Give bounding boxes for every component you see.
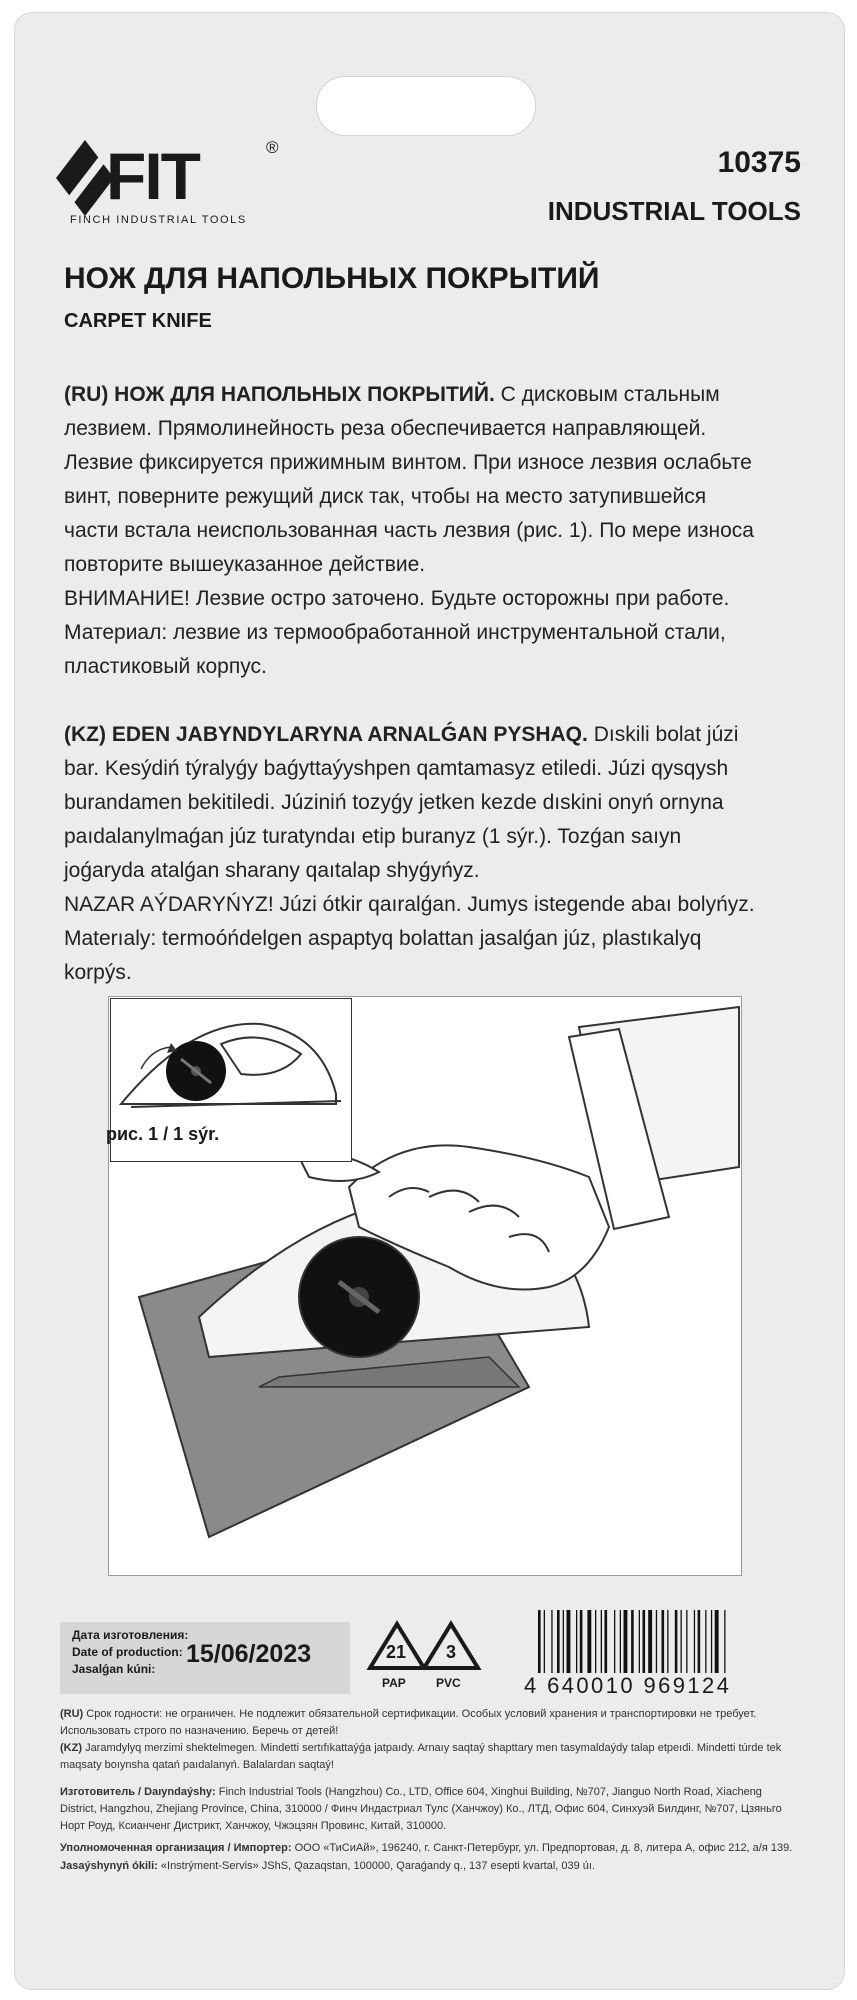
production-date: 15/06/2023 [186,1640,312,1668]
fine-print-ru-prefix: (RU) [60,1708,84,1720]
fine-print-kz-importer-text: «Instrýment-Servis» JShS, Qazaqstan, 100000, Qaraǵandy q., 137 esepti kvartal, 039 úı. [160,1860,596,1872]
production-date-labels [72,1627,188,1678]
fine-print-kz-text: Jaramdylyq merzimi shektelmegen. Mindetti sertıfıkattaýǵa jatpaıdy. Arnaıy saqtaý shарttary men tasymaldaýdy talap etpeıdi. Mindetti túrde tek maqsaty boıynsha qatań paıdalanyń. Balalardan saqtaý! [60,1742,782,1771]
illustration-caption: рис. 1 / 1 sýr. [106,1124,220,1144]
brand-logo [56,136,286,232]
fine-print-ru [60,1706,796,1740]
description-kz-heading: (KZ) EDEN JABYNDYLARYNA ARNALǴAN PYSHAQ. [64,723,588,746]
description-ru-material: Материал: лезвие из термообработанной инструментальной стали, пластиковый корпус. [64,621,726,678]
description-ru-body: С дисковым стальным лезвием. Прямолинейность реза обеспечивается направляющей. Лезвие фиксируется прижимным винтом. При износе лезвия ослабьте винт, поверните режущий диск так, чтобы на место затупившейся части встала неиспользованная часть лезвия (рис. 1). По мере износа повторите вышеуказанное действие. [64,383,754,576]
product-category: INDUSTRIAL TOOLS [547,196,801,226]
recycle-number-pap: 21 [386,1642,407,1662]
recycle-mark-pap [366,1620,428,1690]
fine-print-ru-text: Срок годности: не ограничен. Не подлежит обязательной сертификации. Особых условий хранения и транспортировки не требует. Использовать строго по назначению. Беречь от детей! [60,1708,757,1737]
fine-print-importer-label: Уполномоченная организация / Импортер: [60,1842,292,1854]
production-label-kz: Jasalǵan kúni: [72,1662,156,1676]
fine-print-maker-label: Изготовитель / Daıyndaýshy: [60,1786,216,1798]
fine-print-kz [60,1740,796,1774]
brand-tagline: FINCH INDUSTRIAL TOOLS [70,214,247,226]
description-kz-body: Dıskili bolat júzi bar. Kesýdiń týralyǵy baǵyttaýyshpen qamtamasyz etiledi. Júzi qysqysh burandamen bekitiledi. Júziniń tozyǵy jetken kezde dıskini onyń ornyna paıdalanylmaǵan júz turatyndaı etip buranyz (1 sýr.). Tozǵan saıyn joǵaryda atalǵan sharany qaıtalap shyǵyńyz. [64,723,739,882]
production-label-ru: Дата изготовления: [72,1628,189,1642]
knife-detail-illustration [111,999,351,1119]
description-ru [64,378,764,684]
hang-hole [316,76,536,136]
description-kz [64,718,764,990]
recycle-code-pvc: PVC [436,1676,461,1690]
product-title-ru: НОЖ ДЛЯ НАПОЛЬНЫХ ПОКРЫТИЙ [64,262,600,295]
recycle-mark-pvc [420,1620,482,1690]
description-kz-warning: NAZAR AÝDARYŃYZ! Júzi ótkir qaıralǵan. Jumys istegende abaı bolyńyz. [64,893,755,916]
fine-print-importer [60,1840,796,1857]
registered-mark: ® [266,138,279,157]
fine-print-maker-text: Finch Industrial Tools (Hangzhou) Co., LTD, Office 604, Xinghui Building, №707, Jianguo North Road, Xiacheng District, Hangzhou, Zhejiang Province, China, 310000 / Финч Индастриал Тулс (Ханчжоу) Ко., ЛТД, Офис 604, Синхуэй Билдинг, №707, Цзяньго Норт Роуд, Ксианченг Дистрикт, Ханчжоу, Чжэцзян Провинс, Китай, 310000. [60,1786,782,1832]
recycle-code-pap: PAP [382,1676,406,1690]
description-ru-warning: ВНИМАНИЕ! Лезвие остро заточено. Будьте осторожны при работе. [64,587,730,610]
fine-print-kz-importer [60,1858,796,1875]
description-kz-material: Materıaly: termoóńdelgen aspaptyq bolattan jasalǵan júz, plastıkalyq korpýs. [64,927,702,984]
brand-name: FIT [106,139,199,213]
barcode-number: 4 640010 969124 [520,1673,794,1699]
fine-print-maker [60,1784,796,1835]
recycle-number-pvc: 3 [446,1642,457,1662]
product-code: 10375 [717,146,801,179]
fine-print-importer-text: ООО «ТиСиАй», 196240, г. Санкт-Петербург, ул. Предпортовая, д. 8, литера А, офис 212, а/я 139. [294,1842,793,1854]
production-label-en: Date of production: [72,1645,183,1659]
fine-print-kz-importer-label: Jasaýshynyń ókili: [60,1860,158,1872]
product-title-en: CARPET KNIFE [64,310,212,332]
fine-print-kz-prefix: (KZ) [60,1742,82,1754]
description-ru-heading: (RU) НОЖ ДЛЯ НАПОЛЬНЫХ ПОКРЫТИЙ. [64,383,495,406]
